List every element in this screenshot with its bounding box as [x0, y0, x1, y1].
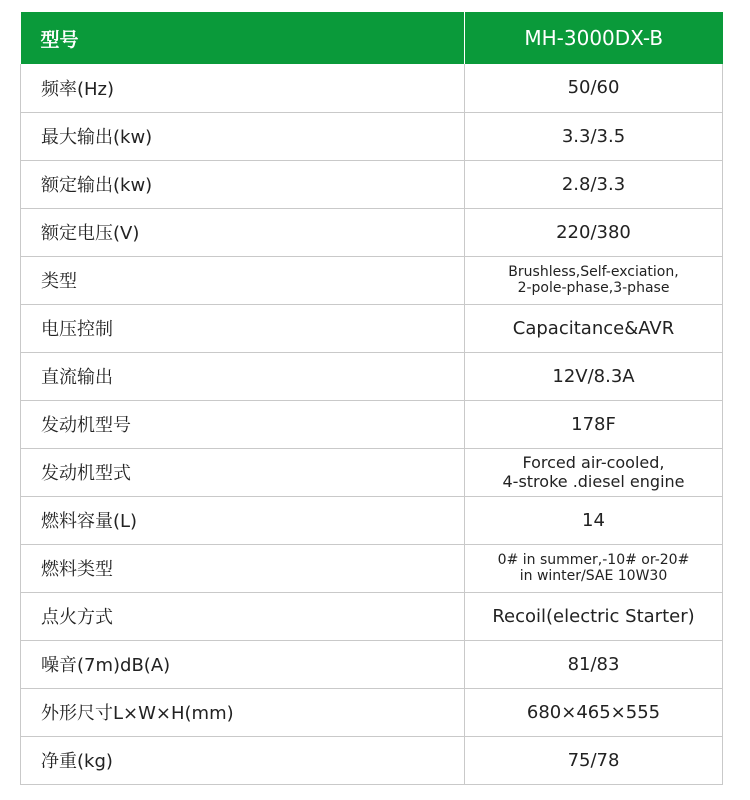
row-value: 680×465×555	[465, 688, 723, 736]
header-row	[21, 12, 723, 64]
table-row	[21, 688, 723, 736]
table-row	[21, 448, 723, 496]
row-value: 75/78	[465, 736, 723, 784]
row-value	[465, 448, 723, 496]
row-value: 50/60	[465, 64, 723, 112]
table-row	[21, 736, 723, 784]
row-label: 发动机型号	[21, 400, 465, 448]
table-row	[21, 112, 723, 160]
table-row	[21, 640, 723, 688]
row-value: 12V/8.3A	[465, 352, 723, 400]
row-label: 直流输出	[21, 352, 465, 400]
row-label: 燃料容量(L)	[21, 496, 465, 544]
table-row	[21, 256, 723, 304]
row-value-line2: in winter/SAE 10W30	[519, 568, 668, 584]
row-value: Recoil(electric Starter)	[465, 592, 723, 640]
row-label: 发动机型式	[21, 448, 465, 496]
table-row	[21, 160, 723, 208]
table-row	[21, 544, 723, 592]
table-row	[21, 400, 723, 448]
row-label: 额定输出(kw)	[21, 160, 465, 208]
row-value	[465, 544, 723, 592]
table-row	[21, 352, 723, 400]
row-label: 电压控制	[21, 304, 465, 352]
row-value: 220/380	[465, 208, 723, 256]
row-label: 额定电压(V)	[21, 208, 465, 256]
header-label: 型号	[21, 12, 465, 64]
row-value: 178F	[465, 400, 723, 448]
table-row	[21, 208, 723, 256]
table-row	[21, 64, 723, 112]
row-value-line1: 0# in summer,-10# or-20#	[497, 552, 690, 568]
row-value: 2.8/3.3	[465, 160, 723, 208]
row-value: 14	[465, 496, 723, 544]
row-value-line1: Forced air-cooled,	[522, 453, 665, 472]
row-value: Capacitance&AVR	[465, 304, 723, 352]
row-value: 81/83	[465, 640, 723, 688]
row-value	[465, 256, 723, 304]
row-value-line2: 4-stroke .diesel engine	[502, 472, 685, 491]
row-label: 点火方式	[21, 592, 465, 640]
table-row	[21, 496, 723, 544]
row-label: 燃料类型	[21, 544, 465, 592]
row-label: 频率(Hz)	[21, 64, 465, 112]
row-label: 外形尺寸L×W×H(mm)	[21, 688, 465, 736]
row-label: 噪音(7m)dB(A)	[21, 640, 465, 688]
row-label: 类型	[21, 256, 465, 304]
header-model-value: MH-3000DX-B	[465, 12, 723, 64]
row-value-line1: Brushless,Self-exciation,	[508, 264, 679, 280]
table-row	[21, 592, 723, 640]
table-row	[21, 304, 723, 352]
spec-table	[20, 12, 723, 785]
row-value-line2: 2-pole-phase,3-phase	[517, 280, 670, 296]
row-label: 净重(kg)	[21, 736, 465, 784]
row-value: 3.3/3.5	[465, 112, 723, 160]
row-label: 最大输出(kw)	[21, 112, 465, 160]
